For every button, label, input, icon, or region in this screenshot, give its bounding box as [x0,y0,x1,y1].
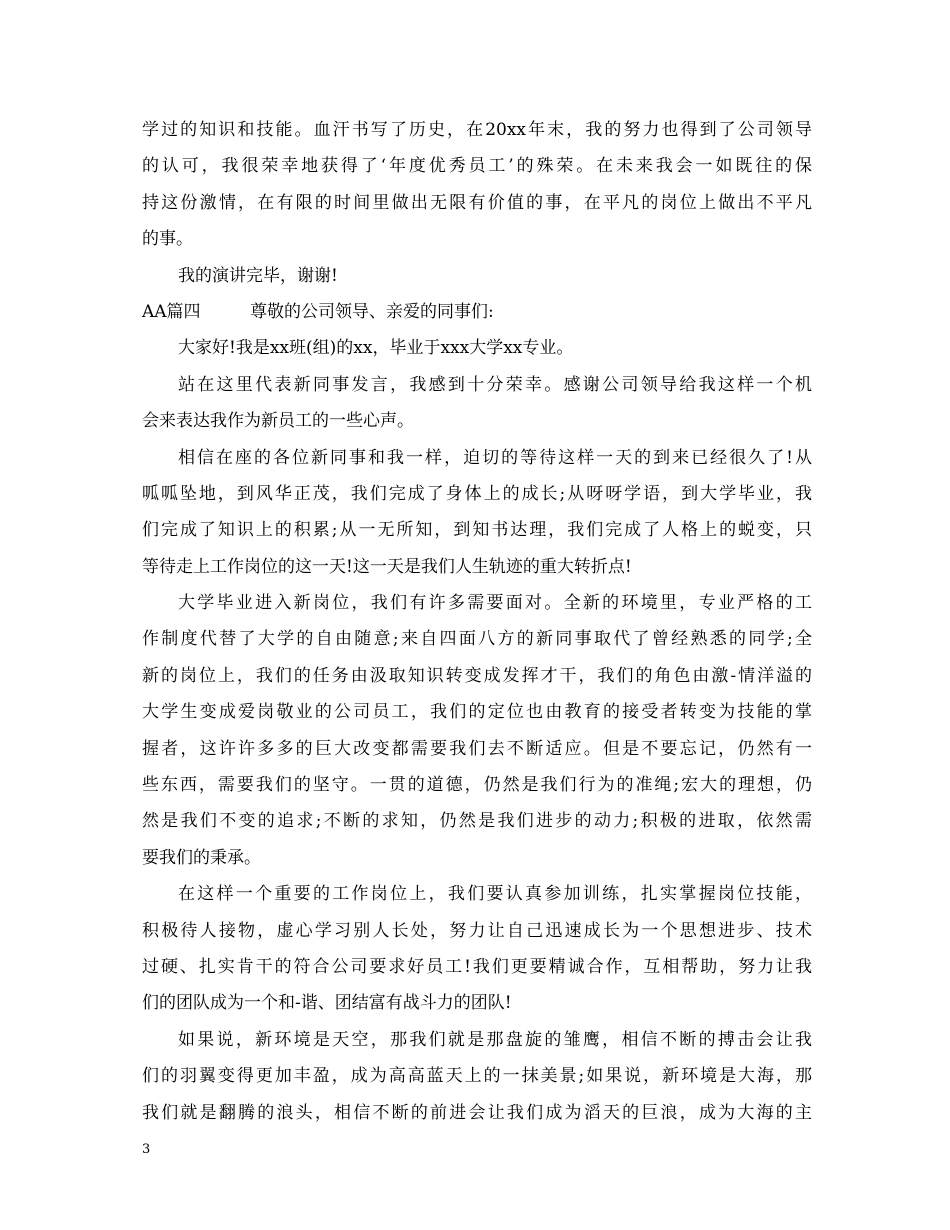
text-line: 们完成了知识上的积累;从一无所知，到知书达理，我们完成了人格上的蜕变，只 [142,520,812,541]
text-line: 新的岗位上，我们的任务由汲取知识转变成发挥才干，我们的角色由激-情洋溢的 [142,665,812,686]
text-line: 我们就是翻腾的浪头，相信不断的前进会让我们成为滔天的巨浪，成为大海的主 [142,1102,812,1123]
text-line: 作制度代替了大学的自由随意;来自四面八方的新同事取代了曾经熟悉的同学;全 [142,629,812,650]
document-body [142,112,812,1131]
section-heading [142,294,812,330]
text-line: 过硬、扎实肯干的符合公司要求好员工!我们更要精诚合作，互相帮助，努力让我 [142,956,812,977]
text-line: 学过的知识和技能。血汗书写了历史，在20xx年末，我的努力也得到了公司领导 [142,120,812,140]
section-salutation: 尊敬的公司领导、亲爱的同事们: [250,301,494,322]
text-line: 的认可，我很荣幸地获得了‘年度优秀员工’的殊荣。在未来我会一如既往的保 [142,156,812,177]
page-number: 3 [142,1142,151,1157]
text-line: 积极待人接物，虚心学习别人长处，努力让自己迅速成长为一个思想进步、技术 [142,920,812,941]
text-line: 握者，这许许多多的巨大改变都需要我们去不断适应。但是不要忘记，仍然有一 [142,738,812,759]
text-line: 大学毕业进入新岗位，我们有许多需要面对。全新的环境里，专业严格的工 [178,593,812,614]
text-line: 相信在座的各位新同事和我一样，迫切的等待这样一天的到来已经很久了!从 [178,447,812,468]
text-line: 们的羽翼变得更加丰盈，成为高高蓝天上的一抹美景;如果说，新环境是大海，那 [142,1066,812,1087]
text-line: 等待走上工作岗位的这一天!这一天是我们人生轨迹的重大转折点! [142,556,632,577]
text-line: 些东西，需要我们的坚守。一贯的道德，仍然是我们行为的准绳;宏大的理想，仍 [142,775,812,796]
text-line: 大学生变成爱岗敬业的公司员工，我们的定位也由教育的接受者转变为技能的掌 [142,702,812,723]
text-line: 在这样一个重要的工作岗位上，我们要认真参加训练，扎实掌握岗位技能， [178,884,812,905]
text-line: 我的演讲完毕，谢谢! [178,265,338,286]
section-label: AA篇四 [142,301,201,322]
text-line: 呱呱坠地，到风华正茂，我们完成了身体上的成长;从呀呀学语，到大学毕业，我 [142,483,812,504]
text-line: 会来表达我作为新员工的一些心声。 [142,411,414,432]
text-line: 要我们的秉承。 [142,847,261,868]
text-line: 然是我们不变的追求;不断的求知，仍然是我们进步的动力;积极的进取，依然需 [142,811,812,832]
text-line: 的事。 [142,229,193,250]
text-line: 持这份激情，在有限的时间里做出无限有价值的事，在平凡的岗位上做出不平凡 [142,192,812,213]
text-line: 们的团队成为一个和-谐、团结富有战斗力的团队! [142,993,512,1014]
text-line: 如果说，新环境是天空，那我们就是那盘旋的雏鹰，相信不断的搏击会让我 [178,1029,812,1050]
text-line: 大家好!我是xx班(组)的xx，毕业于xxx大学xx专业。 [178,338,574,359]
text-line: 站在这里代表新同事发言，我感到十分荣幸。感谢公司领导给我这样一个机 [178,374,812,395]
